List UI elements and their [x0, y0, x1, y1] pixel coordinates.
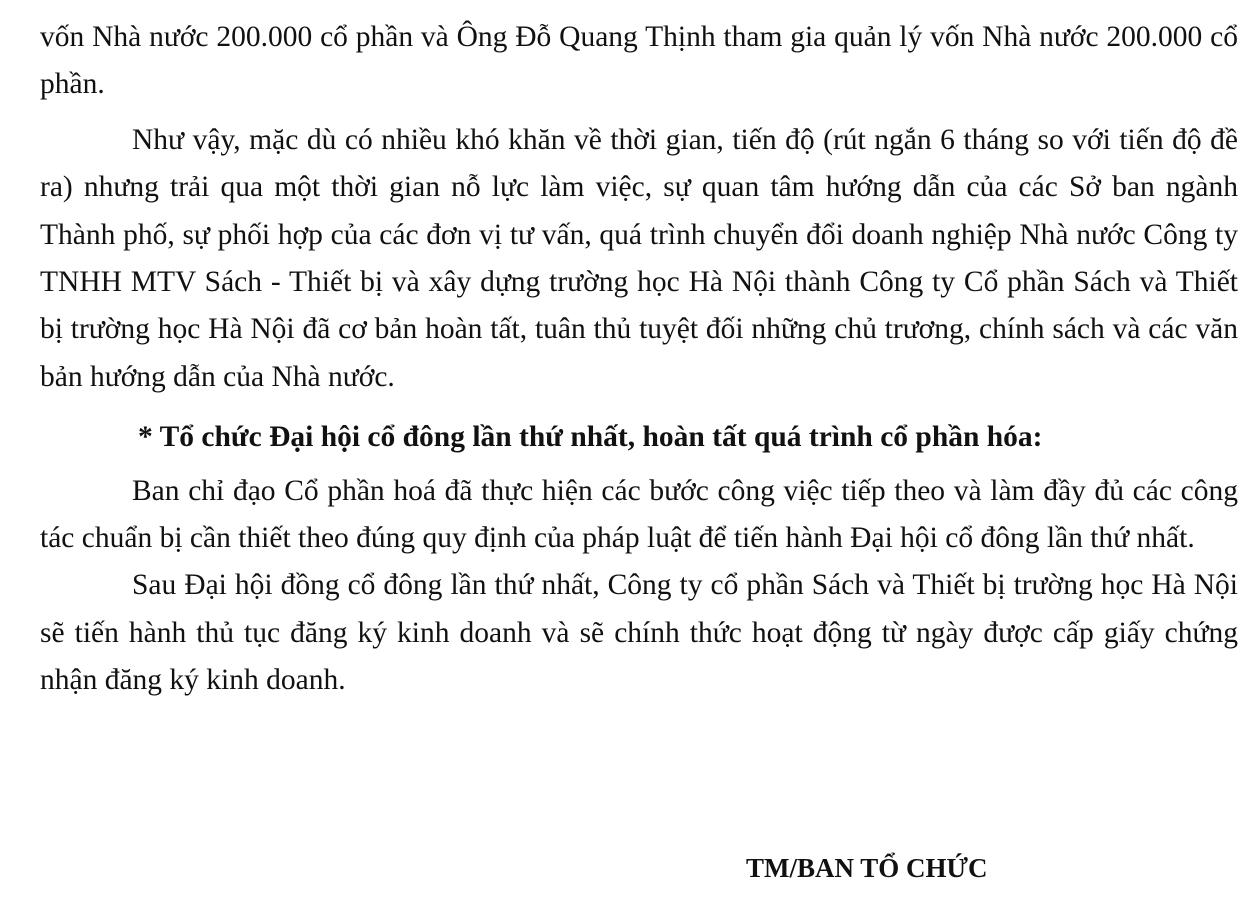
- paragraph-registration: Sau Đại hội đồng cổ đông lần thứ nhất, Công ty cổ phần Sách và Thiết bị trường học Hà Nội sẽ tiến hành thủ tục đăng ký kinh doanh và sẽ chính thức hoạt động từ ngày được cấp giấy chứng nhận đăng ký kinh doanh.: [40, 569, 1238, 697]
- document-body: [40, 14, 1238, 705]
- paragraph-continuation: vốn Nhà nước 200.000 cổ phần và Ông Đỗ Quang Thịnh tham gia quản lý vốn Nhà nước 200.000 cổ phần.: [40, 21, 1238, 101]
- paragraph-summary: Như vậy, mặc dù có nhiều khó khăn về thời gian, tiến độ (rút ngắn 6 tháng so với tiến độ đề ra) nhưng trải qua một thời gian nỗ lực làm việc, sự quan tâm hướng dẫn của các Sở ban ngành Thành phố, sự phối hợp của các đơn vị tư vấn, quá trình chuyển đổi doanh nghiệp Nhà nước Công ty TNHH MTV Sách - Thiết bị và xây dựng trường học Hà Nội thành Công ty Cổ phần Sách và Thiết bị trường học Hà Nội đã cơ bản hoàn tất, tuân thủ tuyệt đối những chủ trương, chính sách và các văn bản hướng dẫn của Nhà nước.: [40, 123, 1238, 393]
- section-heading: * Tổ chức Đại hội cổ đông lần thứ nhất, hoàn tất quá trình cổ phần hóa:: [138, 421, 1043, 454]
- paragraph-preparation: Ban chỉ đạo Cổ phần hoá đã thực hiện các bước công việc tiếp theo và làm đầy đủ các công tác chuẩn bị cần thiết theo đúng quy định của pháp luật để tiến hành Đại hội cổ đông lần thứ nhất.: [40, 474, 1238, 555]
- signature-title: TM/BAN TỔ CHỨC: [746, 853, 988, 883]
